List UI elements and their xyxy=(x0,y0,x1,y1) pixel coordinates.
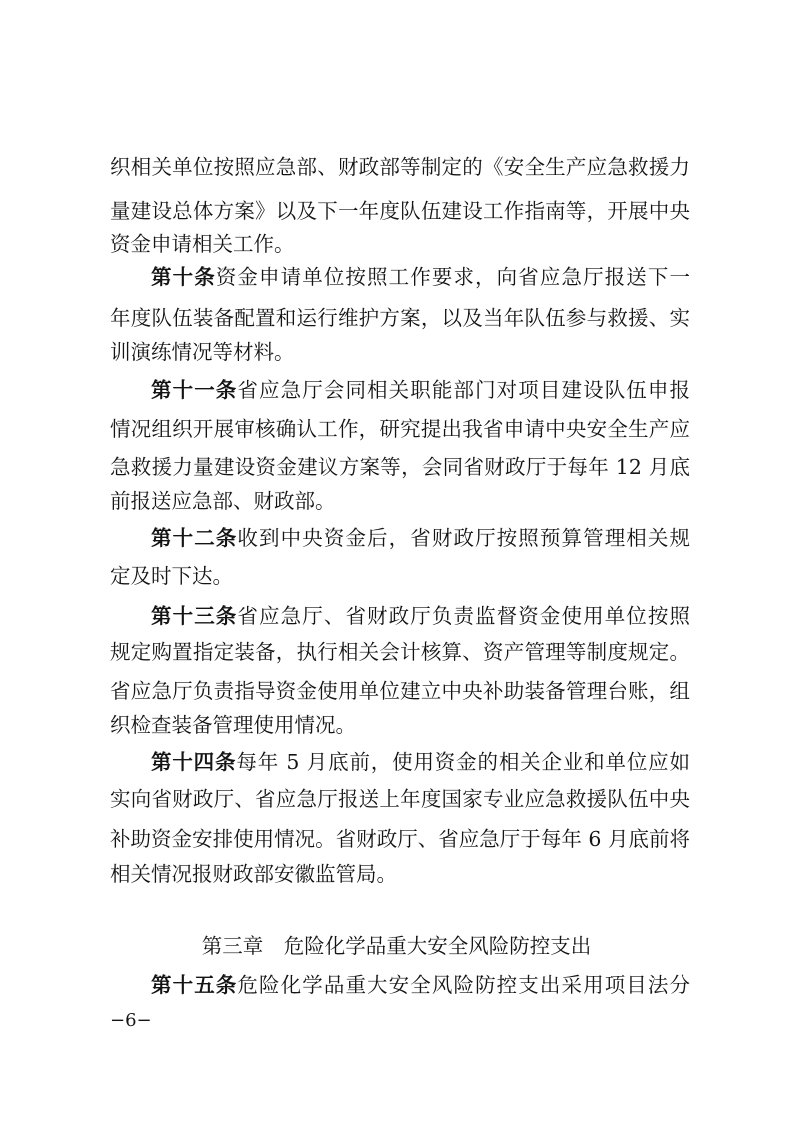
article-13-first-line xyxy=(151,600,690,632)
article-10-first-line xyxy=(151,261,690,293)
article-11-first-line xyxy=(151,374,690,406)
paragraph-line: 实向省财政厅、省应急厅报送上年度国家专业应急救援队伍中央 xyxy=(110,787,690,811)
paragraph-line: 资金申请相关工作。 xyxy=(110,232,295,256)
chapter-heading: 第三章 危险化学品重大安全风险防控支出 xyxy=(201,934,592,958)
paragraph-line: 织相关单位按照应急部、财政部等制定的《安全生产应急救援力 xyxy=(110,155,690,179)
paragraph-line: 年度队伍装备配置和运行维护方案，以及当年队伍参与救援、实 xyxy=(110,306,690,330)
paragraph-line: 省应急厅负责指导资金使用单位建立中央补助装备管理台账，组 xyxy=(110,679,690,703)
paragraph-line: 规定购置指定装备，执行相关会计核算、资产管理等制度规定。 xyxy=(110,640,690,664)
article-12-title: 第十二条 xyxy=(151,526,238,550)
article-12-text: 收到中央资金后，省财政厅按照预算管理相关规 xyxy=(237,526,691,550)
paragraph-line: 相关情况报财政部安徽监管局。 xyxy=(110,862,397,886)
article-15-text: 危险化学品重大安全风险防控支出采用项目法分 xyxy=(237,973,691,997)
page-number: −6− xyxy=(110,1010,152,1031)
article-15-title: 第十五条 xyxy=(151,973,238,997)
article-13-text: 省应急厅、省财政厅负责监督资金使用单位按照 xyxy=(237,604,691,628)
paragraph-line: 补助资金安排使用情况。省财政厅、省应急厅于每年 6 月底前将 xyxy=(110,827,690,851)
paragraph-line: 量建设总体方案》以及下一年度队伍建设工作指南等，开展中央 xyxy=(110,199,690,223)
paragraph-line: 情况组织开展审核确认工作，研究提出我省申请中央安全生产应 xyxy=(110,417,690,441)
article-14-text: 每年 5 月底前，使用资金的相关企业和单位应如 xyxy=(236,750,691,774)
article-15-first-line xyxy=(151,969,690,1001)
article-12-first-line xyxy=(151,522,690,554)
article-14-title: 第十四条 xyxy=(151,750,237,774)
article-10-title: 第十条 xyxy=(151,265,216,289)
article-11-text: 省应急厅会同相关职能部门对项目建设队伍申报 xyxy=(237,378,691,402)
article-10-text: 资金申请单位按照工作要求，向省应急厅报送下一 xyxy=(215,265,690,289)
paragraph-line: 前报送应急部、财政部。 xyxy=(110,489,336,513)
paragraph-line: 急救援力量建设资金建议方案等，会同省财政厅于每年 12 月底 xyxy=(110,455,690,479)
article-13-title: 第十三条 xyxy=(151,604,238,628)
paragraph-line: 训演练情况等材料。 xyxy=(110,340,295,364)
article-11-title: 第十一条 xyxy=(151,378,238,402)
paragraph-line: 定及时下达。 xyxy=(110,564,233,588)
paragraph-line: 织检查装备管理使用情况。 xyxy=(110,713,356,737)
article-14-first-line xyxy=(151,746,690,778)
